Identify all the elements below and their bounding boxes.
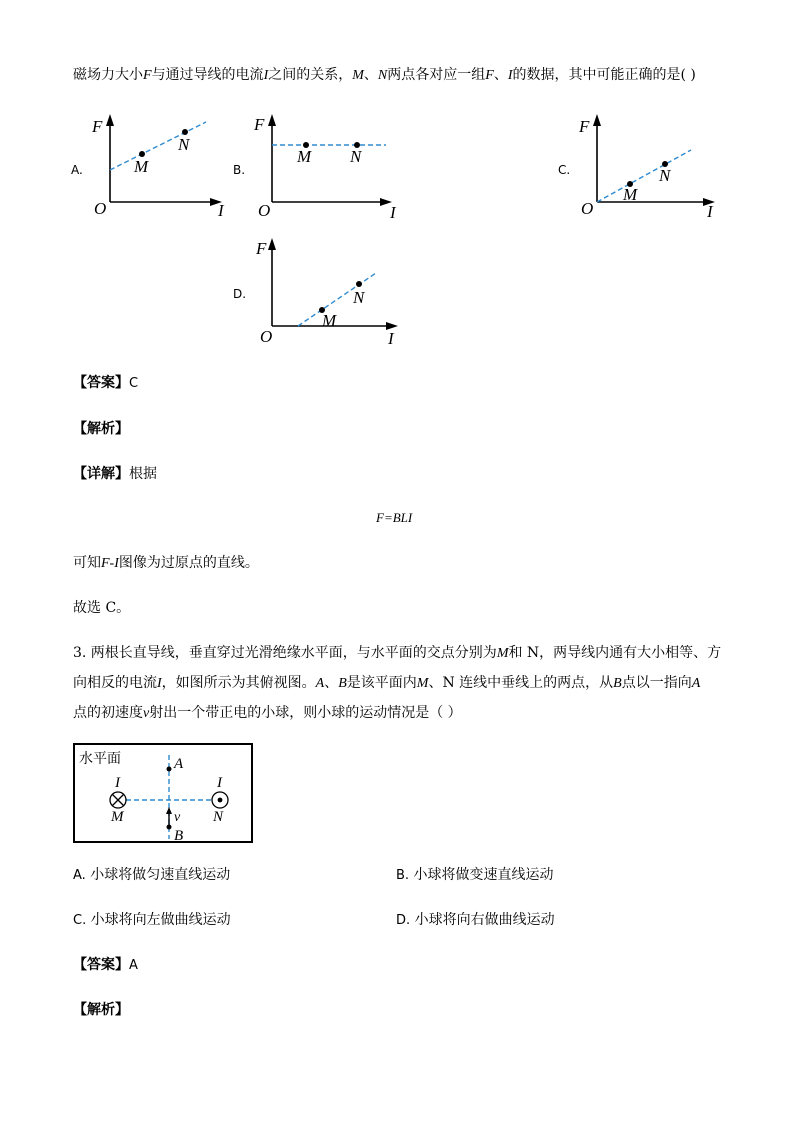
q3-label-n: N — [213, 809, 224, 825]
q3-option-a: A. 小球将做匀速直线运动 — [73, 867, 231, 883]
q2-detail: 【详解】根据 — [73, 466, 157, 482]
graph-a-y-arrow — [106, 114, 114, 126]
graph-a-label-n: N — [178, 135, 190, 154]
graph-option-c — [555, 112, 730, 222]
q2-answer: 【答案】C — [73, 375, 139, 391]
graph-d-label-n: N — [353, 288, 365, 307]
graph-c-label-f: F — [579, 117, 590, 136]
q3-label-i-left: I — [115, 775, 120, 791]
q3-label-m: M — [111, 809, 124, 825]
graph-c-label-i: I — [707, 202, 713, 221]
q2-choice: 故选 C。 — [73, 600, 131, 616]
q3-option-b: B. 小球将做变速直线运动 — [396, 867, 554, 883]
graph-c-dashed-line — [597, 150, 691, 202]
graph-b-label-i: I — [390, 203, 396, 222]
graph-b-label-o: O — [258, 201, 271, 220]
q2-formula: F=BLI — [376, 510, 413, 525]
q3-option-c: C. 小球将向左做曲线运动 — [73, 912, 231, 928]
graph-d-label-o: O — [260, 327, 273, 346]
graph-a-label-f: F — [92, 117, 103, 136]
q2-stem: 磁场力大小F与通过导线的电流I之间的关系，M、N两点各对应一组F、I的数据，其中可能正确的是( ) — [73, 67, 696, 83]
graph-option-b — [230, 112, 410, 222]
graph-a-label-i: I — [218, 201, 224, 220]
q3-stem-line3: 点的初速度v射出一个带正电的小球，则小球的运动情况是（ ） — [73, 705, 462, 721]
q3-answer: 【答案】A — [73, 957, 138, 973]
q3-label-v: v — [174, 810, 181, 825]
q3-stem-line1: 3. 两根长直导线，垂直穿过光滑绝缘水平面，与水平面的交点分别为M和 N，两导线内通有大小相等、方 — [73, 645, 722, 661]
graph-d-point-n — [356, 281, 362, 287]
graph-d-label-m: M — [322, 311, 337, 330]
graph-c-label-n: N — [659, 166, 671, 185]
q3-figure — [73, 743, 255, 845]
q3-label-i-right: I — [217, 775, 222, 791]
graph-c-option-label: C. — [558, 163, 571, 177]
q3-label-b: B — [174, 828, 184, 844]
q3-option-d: D. 小球将向右做曲线运动 — [396, 912, 555, 928]
graph-d-y-arrow — [268, 238, 276, 250]
graph-b-option-label: B. — [233, 163, 246, 177]
q3-analysis-label: 【解析】 — [73, 1002, 129, 1018]
graph-a-label-o: O — [94, 199, 107, 218]
q3-stem-line2: 向相反的电流I，如图所示为其俯视图。A、B是该平面内M、N 连线中垂线上的两点，从B点以一指向A — [73, 675, 701, 691]
graph-b-y-arrow — [268, 114, 276, 126]
q2-conclusion: 可知F-I图像为过原点的直线。 — [73, 555, 259, 571]
graph-d-option-label: D. — [233, 287, 247, 301]
graph-option-a — [68, 112, 238, 222]
graph-c-y-arrow — [593, 114, 601, 126]
graph-d-label-f: F — [256, 239, 267, 258]
q3-label-a: A — [174, 756, 184, 772]
graph-b-label-f: F — [254, 115, 265, 134]
graph-a-option-label: A. — [71, 163, 83, 177]
graph-option-d — [230, 236, 410, 348]
graph-a-dashed-line — [110, 122, 206, 170]
graph-b-label-m: M — [297, 147, 312, 166]
graph-b-label-n: N — [350, 147, 362, 166]
q3-figure-title: 水平面 — [79, 751, 121, 767]
graph-c-label-o: O — [581, 199, 594, 218]
graph-d-label-i: I — [388, 329, 394, 348]
q3-point-a — [167, 767, 172, 772]
q2-analysis-label: 【解析】 — [73, 421, 129, 437]
graph-a-label-m: M — [134, 157, 149, 176]
graph-c-label-m: M — [623, 185, 638, 204]
